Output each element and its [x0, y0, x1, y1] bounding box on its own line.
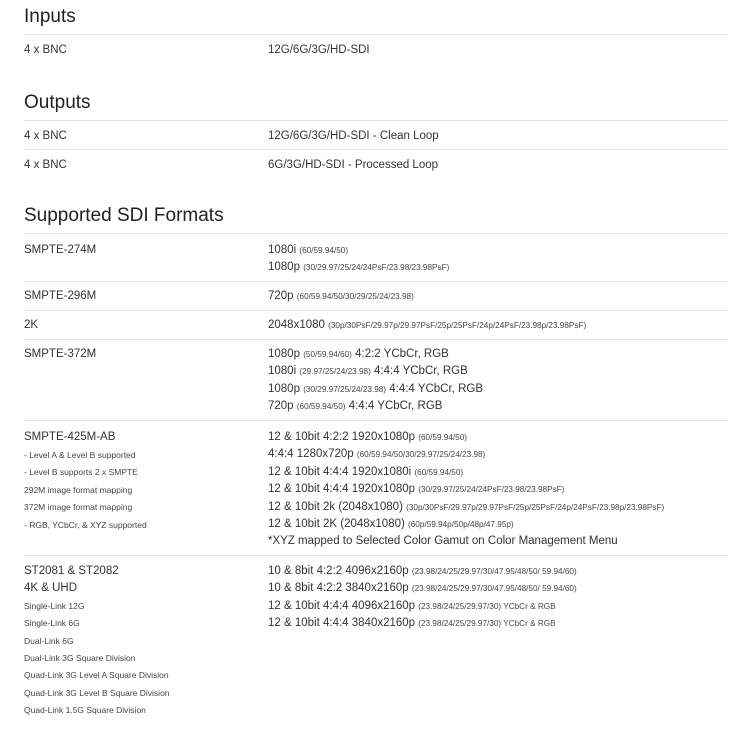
- format-line: 12 & 10bit 4:4:4 4096x2160p (23.98/24/25/29.97/30) YCbCr & RGB: [268, 599, 556, 612]
- format-line: 12 & 10bit 4:4:4 1920x1080p (30/29.97/25/24/24PsF/23.98/23.98PsF): [268, 483, 565, 496]
- format-sublabel: - RGB, YCbCr, & XYZ supported: [24, 519, 147, 530]
- format-sublabel: 292M image format mapping: [24, 484, 133, 495]
- format-sublabel: 372M image format mapping: [24, 502, 133, 513]
- format-line: 12 & 10bit 4:2:2 1920x1080p (60/59.94/50): [268, 431, 467, 443]
- format-sublabel: Dual-Link 6G: [24, 635, 74, 646]
- format-label: SMPTE-425M-AB: [24, 431, 116, 443]
- spec-value: 12G/6G/3G/HD-SDI - Clean Loop: [268, 130, 439, 142]
- format-line: 1080p (30/29.97/25/24/23.98) 4:4:4 YCbCr, RGB: [268, 382, 483, 395]
- format-line: 12 & 10bit 2K (2048x1080) (60p/59.94p/50p/48p/47.95p): [268, 518, 514, 531]
- format-note: *XYZ mapped to Selected Color Gamut on Color Management Menu: [268, 535, 618, 548]
- format-line: 10 & 8bit 4:2:2 3840x2160p (23.98/24/25/29.97/30/47.95/48/50/ 59.94/60): [268, 582, 577, 595]
- spec-label: 4 x BNC: [24, 44, 67, 56]
- spec-label: 4 x BNC: [24, 159, 67, 171]
- divider: [24, 149, 728, 150]
- format-sublabel: Single-Link 12G: [24, 600, 85, 611]
- format-label: ST2081 & ST2082: [24, 565, 119, 577]
- format-label: SMPTE-372M: [24, 348, 97, 360]
- format-sublabel: Dual-Link 3G Square Division: [24, 653, 136, 664]
- format-line: 12 & 10bit 4:4:4 3840x2160p (23.98/24/25/29.97/30) YCbCr & RGB: [268, 617, 556, 630]
- divider: [24, 310, 728, 311]
- section-title-inputs: Inputs: [24, 6, 76, 27]
- format-line: 720p (60/59.94/50) 4:4:4 YCbCr, RGB: [268, 400, 443, 413]
- format-line: 12 & 10bit 2k (2048x1080) (30p/30PsF/29.97p/29.97PsF/25p/25PsF/24p/24PsF/23.98p/23.98PsF): [268, 500, 665, 513]
- format-label: 2K: [24, 319, 39, 331]
- section-title-sdi-formats: Supported SDI Formats: [24, 205, 224, 226]
- format-line: 10 & 8bit 4:2:2 4096x2160p (23.98/24/25/29.97/30/47.95/48/50/ 59.94/60): [268, 565, 577, 577]
- format-label-secondary: 4K & UHD: [24, 582, 78, 595]
- divider: [24, 233, 728, 234]
- format-line: 2048x1080 (30p/30PsF/29.97p/29.97PsF/25p/25PsF/24p/24PsF/23.98p/23.98PsF): [268, 319, 587, 331]
- spec-value: 12G/6G/3G/HD-SDI: [268, 44, 370, 56]
- divider: [24, 555, 728, 556]
- spec-label: 4 x BNC: [24, 130, 67, 142]
- format-sublabel: Single-Link 6G: [24, 618, 80, 629]
- format-line: 4:4:4 1280x720p (60/59.94/50/30/29.97/25/24/23.98): [268, 448, 486, 461]
- format-sublabel: - Level B supports 2 x SMPTE: [24, 467, 138, 478]
- divider: [24, 281, 728, 282]
- format-line: 1080i (60/59.94/50): [268, 244, 349, 256]
- format-line: 1080i (29.97/25/24/23.98) 4:4:4 YCbCr, RGB: [268, 365, 468, 378]
- divider: [24, 120, 728, 121]
- format-line: 1080p (50/59.94/60) 4:2:2 YCbCr, RGB: [268, 348, 449, 360]
- format-sublabel: Quad-Link 3G Level A Square Division: [24, 670, 169, 681]
- format-sublabel: - Level A & Level B supported: [24, 450, 136, 460]
- divider: [24, 339, 728, 340]
- format-line: 1080p (30/29.97/25/24/24PsF/23.98/23.98PsF): [268, 261, 450, 274]
- format-sublabel: Quad-Link 1.5G Square Division: [24, 705, 146, 716]
- format-label: SMPTE-274M: [24, 244, 97, 256]
- spec-value: 6G/3G/HD-SDI - Processed Loop: [268, 159, 439, 171]
- divider: [24, 420, 728, 421]
- format-sublabel: Quad-Link 3G Level B Square Division: [24, 687, 170, 698]
- format-label: SMPTE-296M: [24, 290, 97, 302]
- section-title-outputs: Outputs: [24, 92, 91, 113]
- format-line: 720p (60/59.94/50/30/29/25/24/23.98): [268, 290, 414, 302]
- format-line: 12 & 10bit 4:4:4 1920x1080i (60/59.94/50): [268, 465, 464, 478]
- divider: [24, 34, 728, 35]
